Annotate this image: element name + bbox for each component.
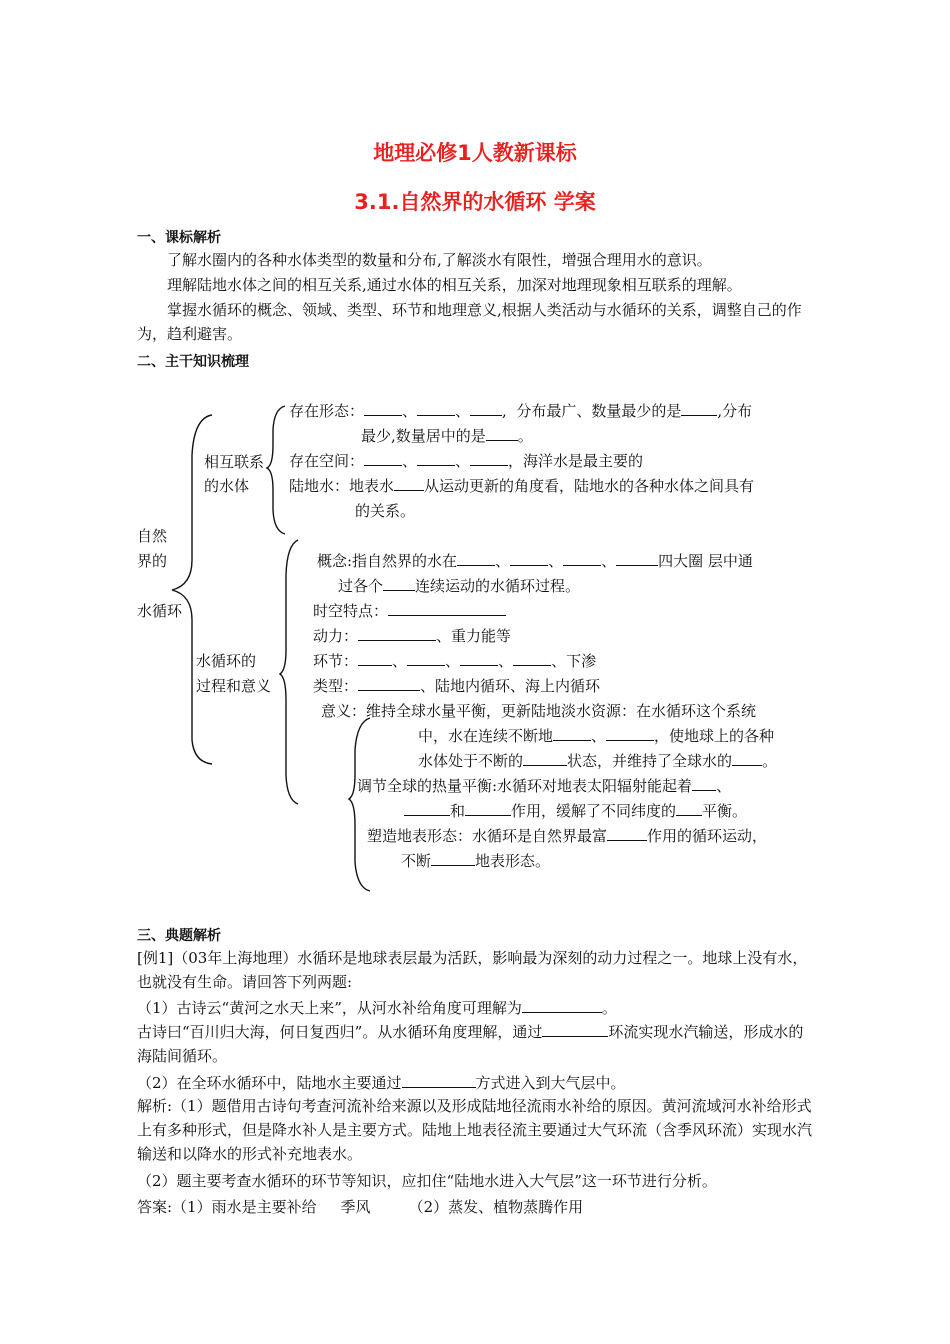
question-1: （1）古诗云“黄河之水天上来”，从河水补给角度可理解为 。 — [137, 999, 617, 1017]
blank — [486, 426, 518, 441]
meaning-row-2: 中，水在连续不断地 、 ，使地球上的各种 — [418, 727, 775, 745]
blank — [364, 451, 402, 466]
form-row: 存在形态： 、 、 , 分布最广、数量最少的是 ,分布 — [289, 402, 753, 420]
branch1-label-line-1: 相互联系 — [204, 453, 265, 471]
blank — [681, 401, 717, 416]
link-row: 环节： 、 、 、 、下渗 — [313, 652, 597, 670]
shape-b: 作用的循环运动， — [647, 827, 768, 845]
shape-row — [367, 826, 767, 846]
blank — [402, 1073, 476, 1088]
concept-row-2 — [338, 576, 580, 596]
space-tail: ，海洋水是最主要的 — [508, 452, 644, 470]
blank — [616, 551, 658, 566]
blank — [457, 551, 495, 566]
shape-row-2 — [401, 851, 550, 871]
blank — [510, 551, 548, 566]
example-text: [例1]（03年上海地理）水循环是地球表层最为活跃，影响最为深刻的动力过程之一。地球上没有水，也就没有生命。请回答下列两题: — [137, 949, 808, 991]
type-label: 类型： — [313, 677, 359, 695]
page-subtitle: 3.1.自然界的水循环 学案 — [354, 190, 596, 214]
land-label: 陆地水：地表水 — [289, 477, 395, 495]
heat-row: 调节全球的热量平衡:水循环对地表太阳辐射能起着 、 — [357, 777, 732, 795]
concept-row: 概念:指自然界的水在 、 、 、 四大圈 层中通 — [317, 552, 753, 570]
form-mid: 分布最广、数量最少的是 — [516, 402, 682, 420]
question-2 — [137, 1073, 626, 1093]
section3-heading: 三、典题解析 — [137, 928, 221, 944]
shape-a: 塑造地表形态：水循环是自然界最富 — [367, 827, 608, 845]
answer: 答案:（1）雨水是主要补给 季风 （2）蒸发、植物蒸腾作用 — [137, 1198, 584, 1216]
blank — [692, 776, 716, 791]
analysis-2: （2）题主要考查水循环的环节等知识，应扣住“陆地水进入大气层”这一环节进行分析。 — [137, 1172, 717, 1190]
power-row — [313, 626, 511, 646]
blank — [523, 751, 567, 766]
land-tail: 从运动更新的角度看，陆地水的各种水体之间具有 — [424, 477, 755, 495]
time-row — [313, 601, 506, 621]
shape-d: 地表形态。 — [475, 852, 551, 870]
branch2-label-line-2: 过程和意义 — [196, 677, 272, 695]
q2: （2）在全环水循环中，陆地水主要通过 — [137, 1074, 402, 1092]
space-label: 存在空间： — [289, 452, 365, 470]
form-line2: 最少,数量居中的是 — [361, 427, 486, 445]
root-label-line-3: 水循环 — [137, 602, 183, 620]
branch2-label-line-1: 水循环的 — [196, 652, 257, 670]
meaning-l3a: 水体处于不断的 — [418, 752, 524, 770]
concept-a: 概念:指自然界的水在 — [317, 552, 458, 570]
heat-d: 平衡。 — [702, 802, 748, 820]
meaning-l2b: ，使地球上的各种 — [654, 727, 775, 745]
blank — [358, 651, 392, 666]
blank — [522, 998, 602, 1013]
blank — [358, 626, 436, 641]
blank — [383, 576, 415, 591]
concept-c: 过各个 — [338, 577, 384, 595]
analysis-1: 解析:（1）题借用古诗句考查河流补给来源以及形成陆地径流雨水补给的原因。黄河流域河水补给形式上有多种形式，但是降水补人是主要方式。陆地上地表径流主要通过大气环流（含季风环流）实现水汽输送和以降水的形式补充地表水。 — [137, 1097, 813, 1163]
root-label-line-1: 自然 — [137, 527, 168, 545]
heat-b: 和 — [450, 802, 466, 820]
root-label-line-2: 界的 — [137, 552, 168, 570]
section1-paragraph-1: 了解水圈内的各种水体类型的数量和分布,了解淡水有限性，增强合理用水的意识。 — [167, 251, 712, 269]
blank — [388, 601, 506, 616]
blank — [607, 826, 647, 841]
type-tail: 、陆地内循环、海上内循环 — [420, 677, 601, 695]
section1-paragraph-3: 掌握水循环的概念、领域、类型、环节和地理意义,根据人类活动与水循环的关系，调整自己的作为，趋利避害。 — [137, 301, 802, 343]
form-label: 存在形态： — [289, 402, 365, 420]
blank — [404, 801, 450, 816]
blank — [358, 676, 420, 691]
blank — [460, 651, 498, 666]
meaning-label: 意义：维持全球水量平衡，更新陆地淡水资源：在水循环这个系统 — [321, 702, 757, 720]
meaning-row-3: 水体处于不断的 状态，并维持了全球水的 。 — [418, 752, 778, 770]
type-row — [313, 676, 600, 696]
q2b: 方式进入到大气层中。 — [475, 1074, 626, 1092]
blank — [470, 451, 508, 466]
blank — [364, 401, 402, 416]
blank — [606, 726, 654, 741]
form-row-2: 最少,数量居中的是 。 — [361, 427, 533, 445]
concept-d: 连续运动的水循环过程。 — [415, 577, 581, 595]
space-row: 存在空间： 、 、 ，海洋水是最主要的 — [289, 452, 644, 470]
power-tail: 、重力能等 — [436, 627, 512, 645]
concept-b: 四大圈 层中通 — [658, 552, 753, 570]
heat-c: 作用，缓解了不同纬度的 — [511, 802, 677, 820]
meaning-l2a: 中，水在连续不断地 — [418, 727, 554, 745]
blank — [553, 726, 591, 741]
heat-row-2 — [404, 801, 747, 821]
blank — [465, 801, 511, 816]
blank — [563, 551, 601, 566]
branch1-label-line-2: 的水体 — [204, 477, 250, 495]
section1-heading: 一、课标解析 — [137, 230, 221, 246]
question-1b — [137, 1020, 817, 1068]
shape-c: 不断 — [401, 852, 432, 870]
blank — [542, 1022, 608, 1037]
page-title: 地理必修1人教新课标 — [373, 141, 577, 165]
land-row — [289, 476, 754, 496]
blank — [407, 651, 445, 666]
blank — [417, 401, 455, 416]
meaning-l3b: 状态，并维持了全球水的 — [567, 752, 733, 770]
blank — [417, 451, 455, 466]
link-tail: 、下渗 — [551, 652, 597, 670]
blank — [676, 801, 702, 816]
section2-heading: 二、主干知识梳理 — [137, 354, 249, 370]
form-tail: 分布 — [722, 402, 753, 420]
blank — [394, 476, 424, 491]
blank — [513, 651, 551, 666]
power-label: 动力： — [313, 627, 359, 645]
q1a: （1）古诗云“黄河之水天上来”，从河水补给角度可理解为 — [137, 999, 522, 1017]
blank — [470, 401, 502, 416]
link-label: 环节： — [313, 652, 359, 670]
blank — [732, 751, 762, 766]
q1c: 环流实现水汽输送，形成水的海陆间循环。 — [137, 1023, 804, 1065]
q1b: 古诗曰“百川归大海，何日复西归”。从水循环角度理解，通过 — [137, 1023, 543, 1041]
blank — [431, 851, 475, 866]
time-label: 时空特点： — [313, 602, 389, 620]
section1-paragraph-2: 理解陆地水体之间的相互关系,通过水体的相互关系，加深对地理现象相互联系的理解。 — [167, 276, 742, 294]
heat-a: 调节全球的热量平衡:水循环对地表太阳辐射能起着 — [357, 777, 693, 795]
land-line2: 的关系。 — [355, 502, 416, 520]
